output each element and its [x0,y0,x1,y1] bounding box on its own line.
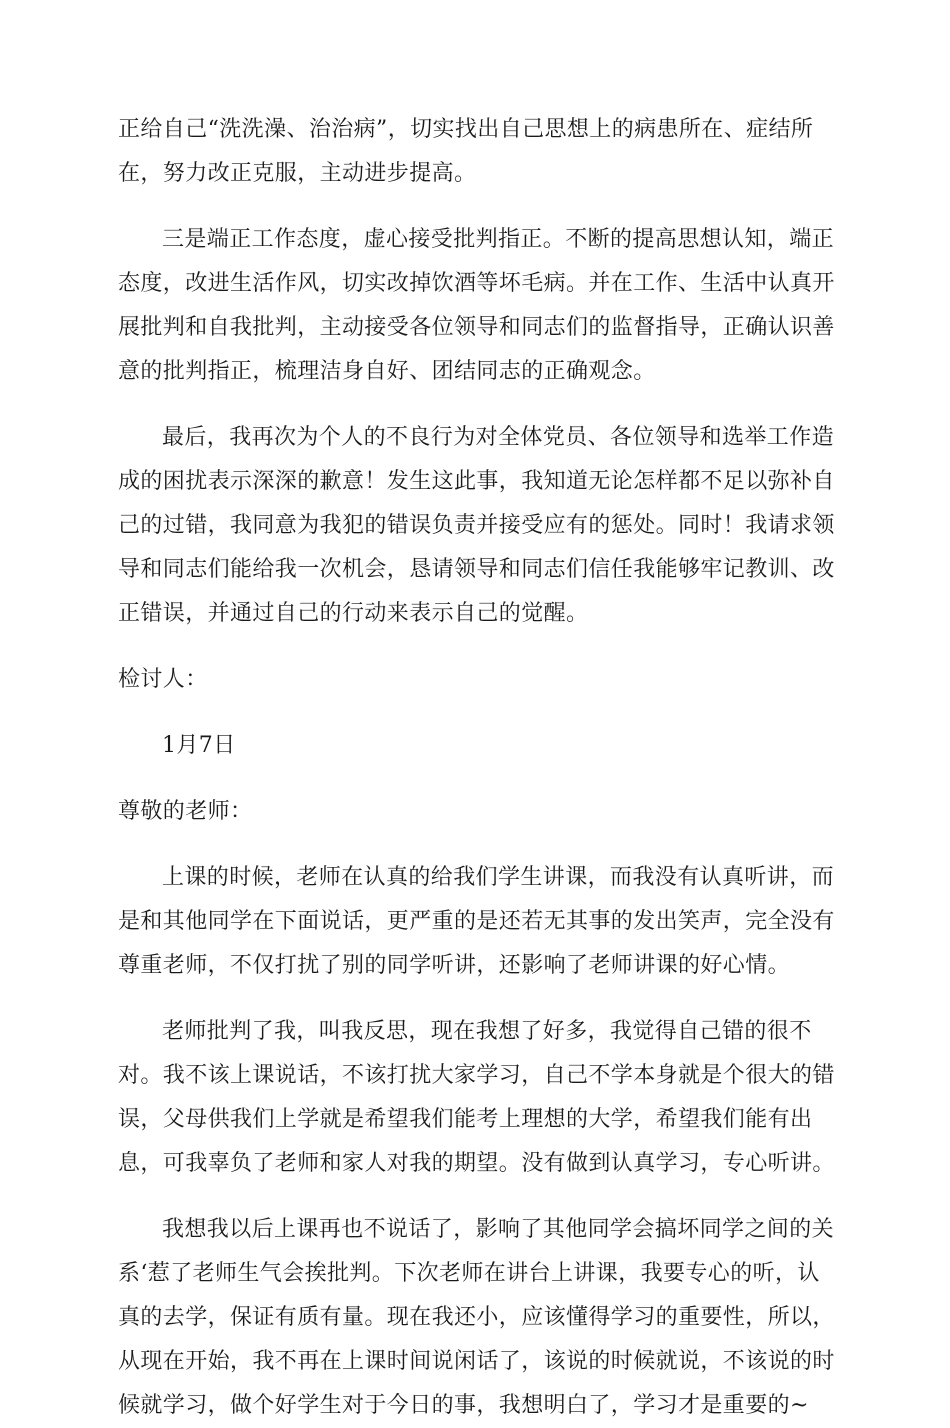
paragraph-4 [118,856,838,988]
document-body [118,108,838,1428]
date-line [118,724,838,768]
text-line: 上课的时候，老师在认真的给我们学生讲课，而我没有认真听讲，而 [162,865,835,890]
text-line: 是和其他同学在下面说话，更严重的是还若无其事的发出笑声，完全没有 [118,909,835,934]
text-line: 态度，改进生活作风，切实改掉饮酒等坏毛病。并在工作、生活中认真开 [118,271,835,296]
text-line: 最后，我再次为个人的不良行为对全体党员、各位领导和选举工作造 [162,425,835,450]
text-line: 我想我以后上课再也不说话了，影响了其他同学会搞坏同学之间的关 [162,1217,835,1242]
text-line: 尊敬的老师： [118,799,253,824]
text-line: 真的去学，保证有质有量。现在我还小，应该懂得学习的重要性，所以， [118,1305,835,1330]
text-line: 检讨人： [118,667,208,692]
text-line: 三是端正工作态度，虚心接受批判指正。不断的提高思想认知，端正 [162,227,835,252]
text-line: 尊重老师，不仅打扰了别的同学听讲，还影响了老师讲课的好心情。 [118,953,791,978]
paragraph-5 [118,1010,838,1186]
text-line: 在，努力改正克服，主动进步提高。 [118,161,477,186]
paragraph-3 [118,416,838,636]
text-line: 导和同志们能给我一次机会，恳请领导和同志们信任我能够牢记教训、改 [118,557,835,582]
text-line: 对。我不该上课说话，不该打扰大家学习，自己不学本身就是个很大的错 [118,1063,835,1088]
paragraph-2 [118,218,838,394]
text-line: 息，可我辜负了老师和家人对我的期望。没有做到认真学习，专心听讲。 [118,1151,835,1176]
text-line: 正错误，并通过自己的行动来表示自己的觉醒。 [118,601,589,626]
text-line: 展批判和自我批判，主动接受各位领导和同志们的监督指导，正确认识善 [118,315,835,340]
signature-label [118,658,838,702]
text-line: 己的过错，我同意为我犯的错误负责并接受应有的惩处。同时！我请求领 [118,513,835,538]
text-line: 候就学习，做个好学生对于今日的事，我想明白了，学习才是重要的~ [118,1393,809,1418]
paragraph-6 [118,1208,838,1428]
salutation [118,790,838,834]
text-line: 从现在开始，我不再在上课时间说闲话了，该说的时候就说，不该说的时 [118,1349,835,1374]
text-line: 意的批判指正，梳理洁身自好、团结同志的正确观念。 [118,359,656,384]
text-line: 成的困扰表示深深的歉意！发生这此事，我知道无论怎样都不足以弥补自 [118,469,835,494]
text-line: 误，父母供我们上学就是希望我们能考上理想的大学，希望我们能有出 [118,1107,813,1132]
paragraph-1 [118,108,838,196]
text-line: 系‘惹了老师生气会挨批判。下次老师在讲台上讲课，我要专心的听，认 [118,1261,820,1286]
text-line: 正给自己“洗洗澡、治治病”，切实找出自己思想上的病患所在、症结所 [118,117,814,142]
text-line: 1月7日 [162,733,236,758]
text-line: 老师批判了我，叫我反思，现在我想了好多，我觉得自己错的很不 [162,1019,812,1044]
